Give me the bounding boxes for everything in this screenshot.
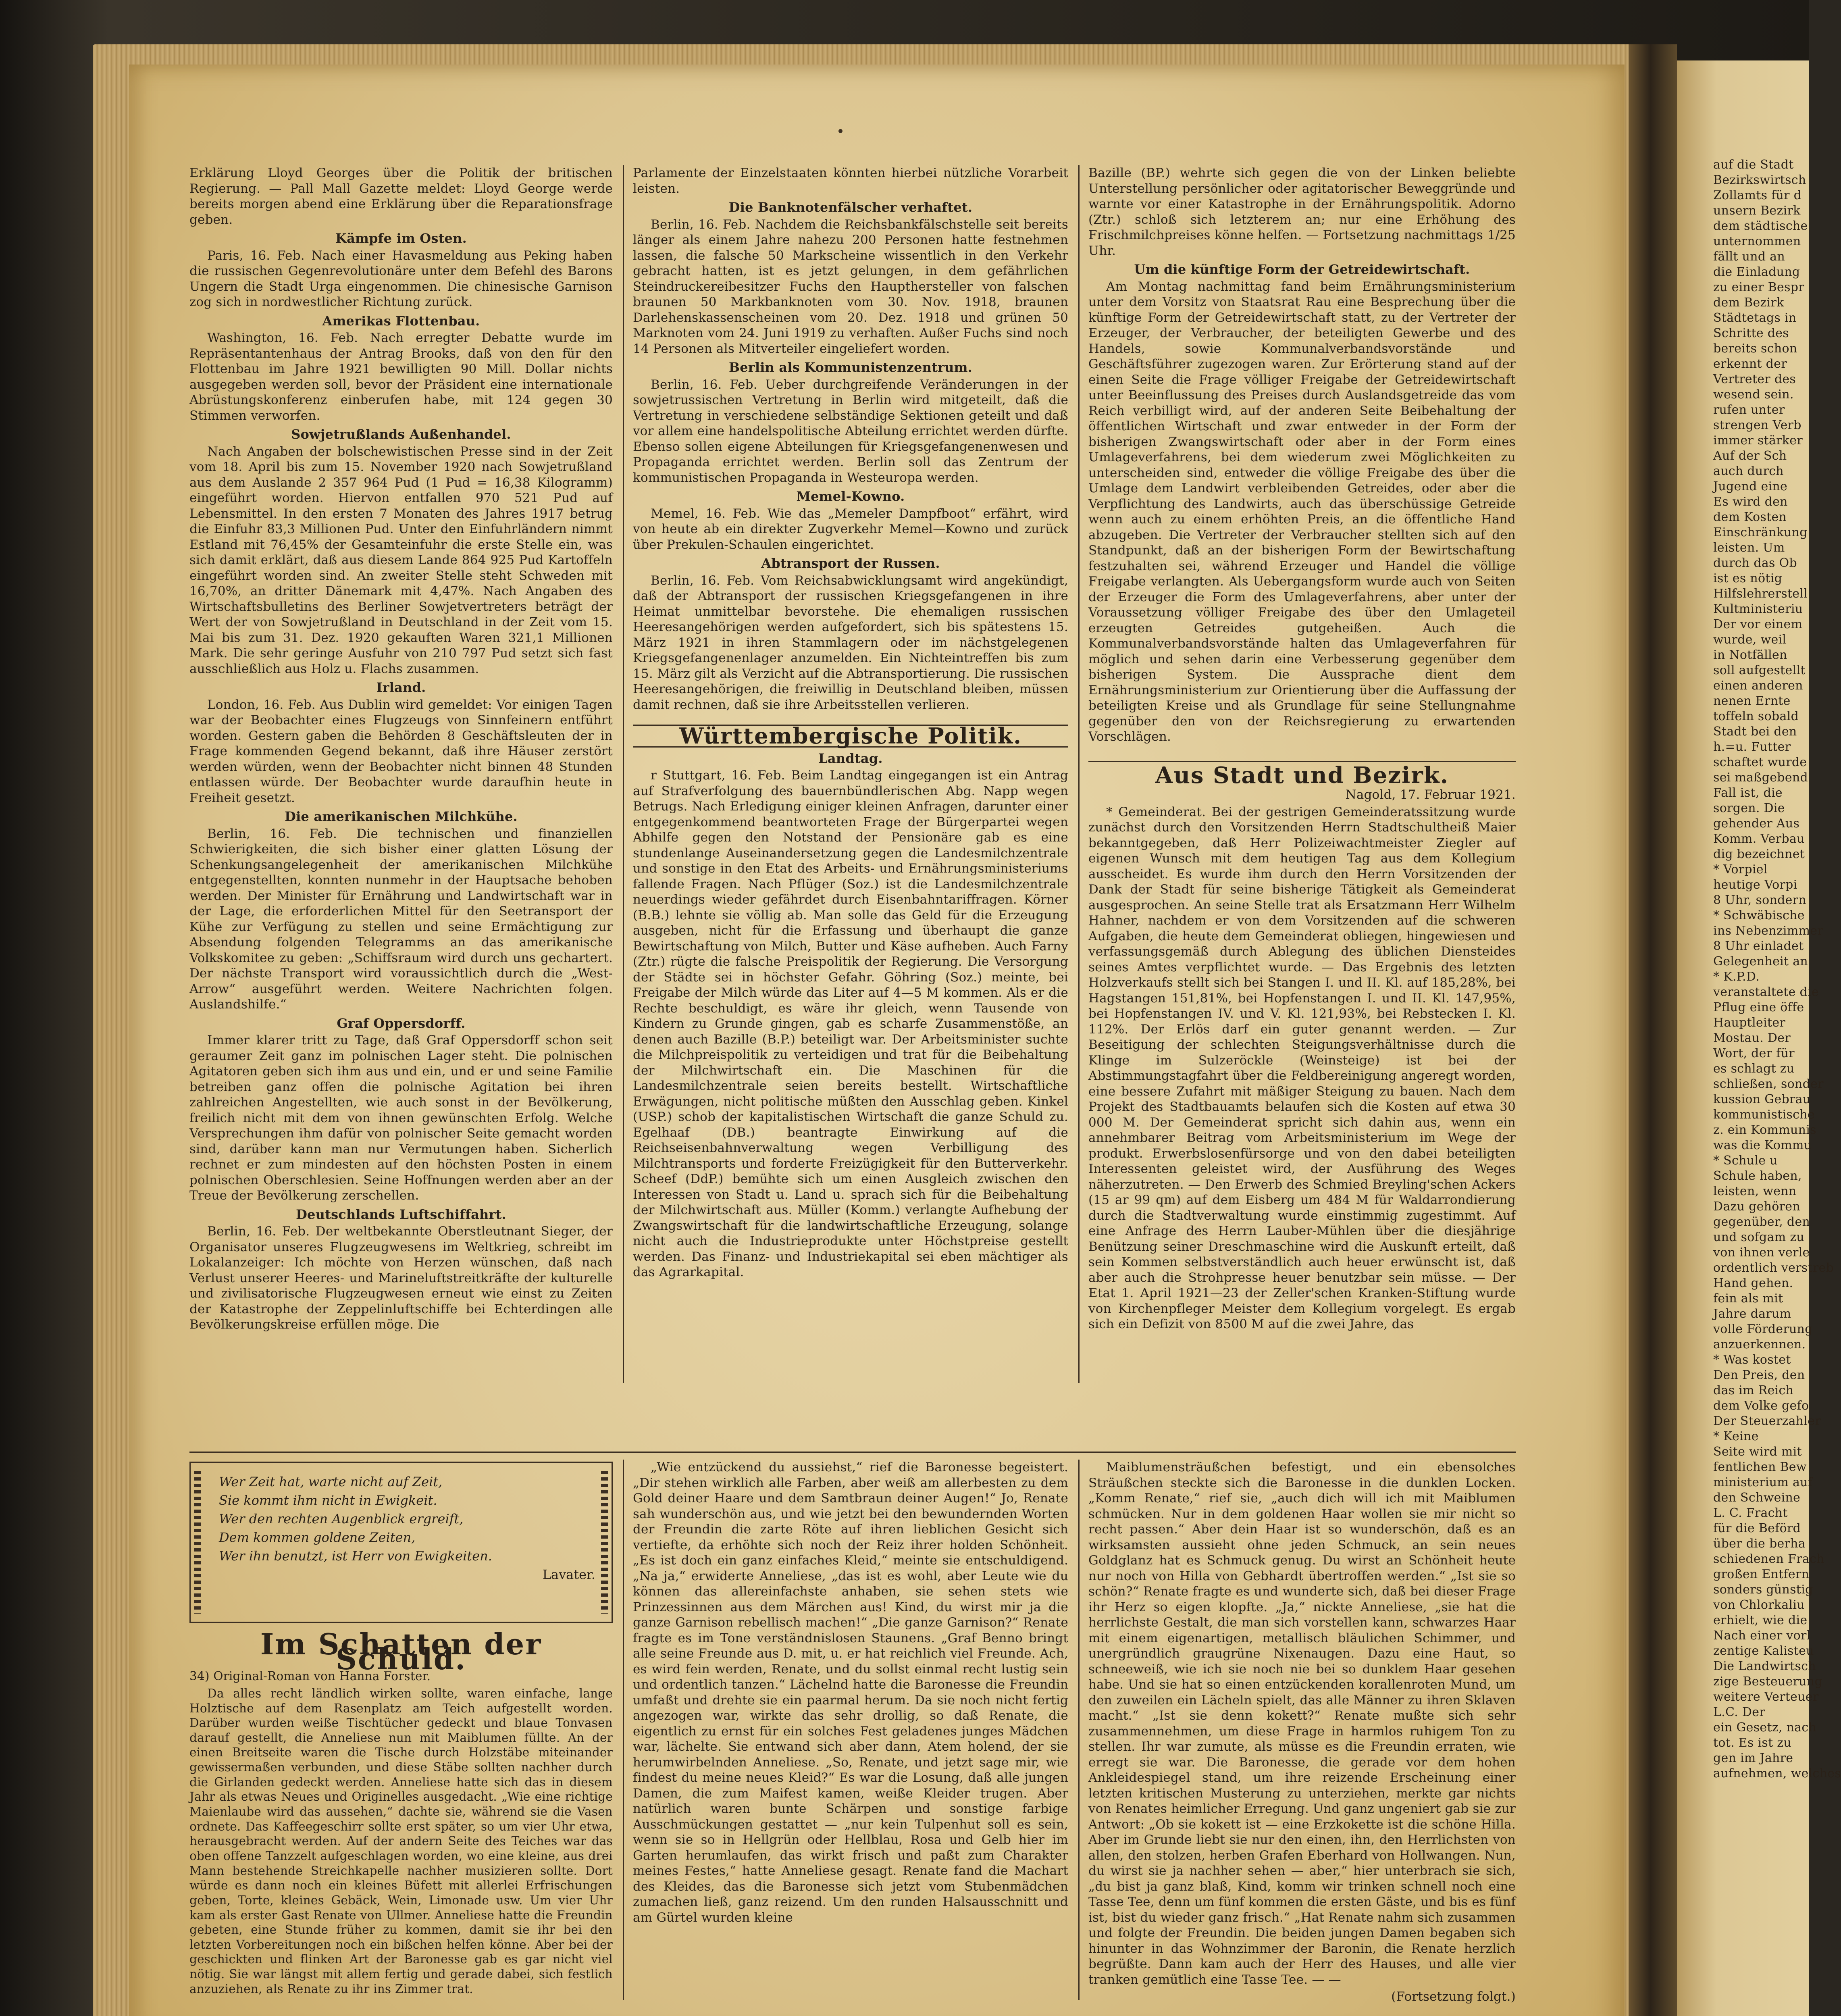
article-text: Berlin, 16. Feb. Vom Reichsabwicklungsamt wird angekündigt, daß der Abtransport der russischen Kriegsgefangenen in ihre Heimat unmittelbar bevorstehe. Die ehemaligen russischen Heeresangehörigen werden aufgefordert, sich bis spätestens 15. März 1921 in ihren Stammlagern oder im nächstgelegenen Kriegsgefangenenlager anzumelden. Ein Nichteintreffen bis zum 15. März gilt als Verzicht auf die Abtransportierung. Die russischen Heeresangehörigen, die freiwillig in Deutschland bleiben, müssen damit rechnen, daß sie ihre Arbeitsstellen verlieren. [633, 573, 1068, 712]
next-page-line: schiedenen Frach [1713, 1552, 1824, 1566]
next-page-line: Einschränkung [1713, 525, 1808, 539]
next-page-line: Es wird den [1713, 495, 1788, 509]
next-page-line: * Schule u [1713, 1154, 1778, 1168]
next-page-line: Bezirkswirtsch [1713, 173, 1806, 187]
next-page-line: 8 Uhr einladet [1713, 939, 1804, 953]
column-rule-1 [623, 165, 624, 1383]
next-page-line: kussion Gebrau [1713, 1092, 1811, 1106]
next-page-line: auch durch [1713, 464, 1784, 478]
col2-opening: Parlamente der Einzelstaaten könnten hierbei nützliche Vorarbeit leisten. [633, 166, 1068, 196]
landtag-text: r Stuttgart, 16. Feb. Beim Landtag eingegangen ist ein Antrag auf Strafverfolgung des bauernbündlerischen Abg. Napp wegen Betrugs. Nach Erledigung einiger kleinen Anfragen, darunter einer entgegenkommend beantworteten Frage der Bürgerpartei wegen Abhilfe gegen den Notstand der Pensionäre gab es eine stundenlange Auseinandersetzung gegen die Landesmilchzentrale und sonstige in den Etat des Arbeits- und Ernährungsministeriums fallende Fragen. Nach Pflüger (Soz.) ist die Landesmilchzentrale neuerdings wieder gefährdet durch Eisenbahntariffragen. Körner (B.B.) lehnte sie völlig ab. Man solle das Geld für die Erzeugung ausgeben, nicht für die Erfassung und überhaupt die ganze Bewirtschaftung von Milch, Butter und Käse aufheben. Auch Farny (Ztr.) rügte die falsche Preispolitik der Regierung. Die Versorgung der Städte sei in höchster Gefahr. Göhring (Soz.) meinte, bei Freigabe der Milch würde das Liter auf 4—5 M kommen. Als er die Rechte beschuldigt, es wäre ihr gleich, wenn Tausende von Kindern zu Grunde gingen, gab es scharfe Zusammenstöße, an denen auch Bazille (B.P.) beteiligt war. Der Arbeitsminister suchte die Milchpreispolitik zu verteidigen und trat für die Beibehaltung der Milchwirtschaft ein. Die Maschinen für die Landesmilchzentrale seien bereits bestellt. Wirtschaftliche Erwägungen, nicht politische müßten den Ausschlag geben. Kinkel (USP.) schob der kapitalistischen Wirtschaft die ganze Schuld zu. Egelhaaf (DB.) beantragte Einwirkung auf die Reichseisenbahnverwaltung wegen Verbilligung des Milchtransports und forderte Freizügigkeit für den Butterverkehr. Scheef (DdP.) bemühte sich um einen Ausgleich zwischen den Interessen von Stadt u. Land u. sprach sich für die Beibehaltung der Milchwirtschaft aus. Müller (Komm.) verlangte Aufhebung der Zwangswirtschaft für die landwirtschaftliche Erzeugung, solange nicht auch die Industrieprodukte unter Höchstpreise gestellt werden. Das Finanz- und Industriekapital sei eben mächtiger als das Agrarkapital. [633, 768, 1068, 1279]
next-page-line: zige Besteuerung [1713, 1674, 1822, 1689]
next-page-line: rufen unter [1713, 403, 1785, 417]
poem-line: Wer ihn benutzt, ist Herr von Ewigkeiten. [219, 1548, 492, 1564]
next-page-line: was die Kommu [1713, 1138, 1812, 1152]
article-text: London, 16. Feb. Aus Dublin wird gemeldet: Vor einigen Tagen war der Beobachter eines Flugzeugs von Sinnfeinern entführt worden. Gestern gaben die Behörden 8 Geschäftsleuten der in Frage kommenden Gegend bekannt, daß ihre Häuser zerstört werden würden, wenn der Beobachter nicht binnen 48 Stunden entlassen würde. Der Beobachter wurde daraufhin heute in Freiheit gesetzt. [189, 697, 613, 805]
next-page-line: gehender Aus [1713, 816, 1800, 831]
next-page-line: ist es nötig [1713, 571, 1783, 585]
next-page-line: leisten. Um [1713, 541, 1785, 555]
next-page-line: dem Bezirk [1713, 296, 1784, 310]
article-heading: Kämpfe im Osten. [335, 231, 467, 246]
article-heading: Sowjetrußlands Außenhandel. [291, 427, 511, 442]
serial-text-1: Da alles recht ländlich wirken sollte, waren einfache, lange Holztische auf dem Rasenplatz am Teich aufgestellt worden. Darüber wurden weiße Tischtücher gedeckt und blaue Tonvasen darauf gestellt, die Anneliese nun mit Maiblumen füllte. An der einen Breitseite waren die Tische durch Holzstäbe miteinander gewissermaßen verbunden, und diese Stäbe sollten nachher durch die Girlanden gedeckt werden. Anneliese hatte sich das in diesem Jahr als etwas Neues und Originelles ausgedacht. „Wie eine richtige Maienlaube wird das aussehen,“ dachte sie, während sie die Vasen ordnete. Das Kaffeegeschirr sollte erst später, so um vier Uhr etwa, herausgebracht werden. Auf der andern Seite des Teiches war das oben offene Tanzzelt aufgeschlagen worden, wo eine kleine, aus drei Mann bestehende Streichkapelle nachher musizieren sollte. Dort würde es dann noch ein kleines Büfett mit allerlei Erfrischungen geben, Torte, kleines Gebäck, Wein, Limonade usw. Um vier Uhr kam als erster Gast Renate von Ullmer. Anneliese hatte die Freundin gebeten, eine Stunde früher zu kommen, damit sie ihr bei den letzten Vorbereitungen noch ein bißchen helfen könne. Aber bei der geschickten und flinken Art der Baronesse gab es gar nicht viel nötig. Sie war längst mit allem fertig und gerade dabei, sich festlich anzuziehen, als Renate zu ihr ins Zimmer trat. [189, 1686, 613, 1996]
next-page-line: es schlagt zu [1713, 1062, 1795, 1076]
next-page-line: Seite wird mit [1713, 1445, 1802, 1459]
next-page-line: sonders günstig [1713, 1583, 1813, 1597]
serial-continued: (Fortsetzung folgt.) [1391, 1989, 1516, 2004]
next-page-line: einen anderen [1713, 679, 1803, 693]
next-page-line: fein als mit [1713, 1291, 1783, 1306]
next-page-line: kommunistische [1713, 1108, 1815, 1122]
next-page-line: weitere Verteuer [1713, 1690, 1819, 1704]
next-page-line: von ihnen verle [1713, 1245, 1810, 1260]
article-heading: Irland. [376, 680, 426, 695]
next-page-line: durch das Ob [1713, 556, 1797, 570]
column-3 [1088, 165, 1516, 1332]
next-page-line: sei maßgebend [1713, 771, 1808, 785]
local-dateline: Nagold, 17. Februar 1921. [1345, 787, 1516, 802]
next-page-line: toffeln sobald [1713, 709, 1799, 723]
next-page-line: in Notfällen [1713, 648, 1787, 662]
next-page-line: dem Volke gefo [1713, 1399, 1809, 1413]
next-page-line: den Schweine [1713, 1491, 1801, 1505]
col3-sections [1088, 262, 1516, 745]
article-text: Nach Angaben der bolschewistischen Presse sind in der Zeit vom 18. April bis zum 15. November 1920 nach Sowjetrußland aus dem Auslande 2 357 964 Pud (1 Pud = 16,38 Kilogramm) eingeführt worden. Hiervon entfallen 970 521 Pud auf Lebensmittel. In den ersten 7 Monaten des Jahres 1917 betrug die Einfuhr 83,3 Millionen Pud. Unter den Einfuhrländern nimmt Estland mit 76,45% der Gesamteinfuhr die erste Stelle ein, was sich damit erklärt, daß aus diesem Lande 864 925 Pud Kartoffeln eingeführt worden sind. An zweiter Stelle steht Schweden mit 16,70%, an dritter Dänemark mit 4,47%. Nach Angaben des Wirtschaftsbulletins des Berliner Sowjetvertreters beträgt der Wert der von Sowjetrußland in Deutschland in der Zeit vom 15. Mai bis zum 31. Dez. 1920 gekauften Waren 321,1 Millionen Mark. Die sehr geringe Ausfuhr von 210 797 Pud setzt sich fast ausschließlich aus Holz u. Flachs zusammen. [189, 444, 613, 676]
next-page-line: Komm. Verbau [1713, 832, 1805, 846]
next-page-line: unsern Bezirk [1713, 204, 1801, 218]
next-page-line: ins Nebenzimmer [1713, 924, 1824, 938]
next-page-line: * Schwäbische [1713, 908, 1805, 923]
next-page-line: Hilfslehrerstell [1713, 587, 1808, 601]
next-page-line: die Einladung [1713, 265, 1800, 279]
next-page-line: * Was kostet [1713, 1353, 1791, 1367]
column-rule-2 [1078, 165, 1080, 1383]
next-page-line: wurde, weil [1713, 633, 1787, 647]
next-page-line: ordentlich verstreb [1713, 1261, 1834, 1275]
serial-column-3 [1088, 1460, 1516, 2006]
col2-sections [633, 200, 1068, 712]
serial-text-2: „Wie entzückend du aussiehst,“ rief die Baronesse begeistert. „Dir stehen wirklich alle Farben, aber weiß am allerbesten zu dem Gold deiner Haare und dem Samtbraun deiner Augen!“ Jo, Renate sah wunderschön aus, und wie jetzt bei den bewundernden Worten der Freundin die zarte Röte auf ihren lieblichen Gesicht sich vertiefte, da erhöhte sich noch der Reiz ihrer holden Schönheit. „Es ist doch ein ganz einfaches Kleid,“ meinte sie entschuldigend. „Na ja,“ erwiderte Anneliese, „das ist es wohl, aber Leute wie du können das allereinfachste anhaben, sie sehen stets wie Prinzessinnen aus dem Märchen aus! Kind, du wirst mir ja die ganze Garnison rebellisch machen!“ „Die ganze Garnison?“ Renate fragte es im Tone verständnislosen Staunens. „Graf Benno bringt alle seine Freunde aus D. mit, u. er hat reichlich viel Freunde. Ach, es wird fein werden, Renate, und du sollst einmal recht lustig sein und ordentlich tanzen.“ Lächelnd hatte die Baronesse die Freundin umfaßt und drehte sie ein paarmal herum. Da sie noch nicht fertig angezogen war, wirkte das sehr drollig, so daß Renate, die eigentlich zu ernst für ein solches Fest geladenes junges Mädchen war, lächelte. Sie entwand sich aber dann, Atem holend, der sie herumwirbelnden Anneliese. „So, Renate, und jetzt sage mir, wie findest du meine neues Kleid?“ Es war die Losung, daß alle jungen Damen, die zum Maifest kamen, weiße Kleider trugen. Aber natürlich waren bunte Schärpen und sonstige farbige Ausschmückungen gestattet — „nur kein Tulpenhut soll es sein, wenn sie so in Hellgrün oder Hellblau, Rosa und Gelb hier im Garten herumlaufen, das wirkt frisch und paßt zum Charakter meines Festes,“ hatte Anneliese gesagt. Renate fand die Machart des Kleides, das die Baronesse sich jetzt vom Stubenmädchen zumachen ließ, ganz reizend. Um den runden Halsausschnitt und am Gürtel wurden kleine [633, 1460, 1068, 1925]
next-page-line: Den Preis, den [1713, 1368, 1805, 1382]
next-page-line: * Vorpiel [1713, 862, 1768, 877]
next-page-line: gen im Jahre [1713, 1751, 1793, 1765]
next-page-line: anzuerkennen. [1713, 1337, 1806, 1352]
article-text: Berlin, 16. Feb. Der weltbekannte Oberstleutnant Sieger, der Organisator unseres Flugzeugwesens im Weltkrieg, schreibt im Lokalanzeiger: Ich möchte von Herzen wünschen, daß nach Verlust unserer Heeres- und Marineluftstreitkräfte der kulturelle und zivilisatorische Flugzeugwesen erneut wie einst zu Zeiten der Katastrophe der Zeppelinluftschiffe bei Echterdingen alle Bevölkerungskreise erfüllen möge. Die [189, 1224, 613, 1332]
next-page-line: Hand gehen. [1713, 1276, 1793, 1290]
article-heading: Die amerikanischen Milchkühe. [285, 809, 518, 824]
next-page-edge [1677, 60, 1841, 2016]
col3-opening: Bazille (BP.) wehrte sich gegen die von der Linken beliebte Unterstellung persönlicher oder agitatorischer Beweggründe und warnte vor einer Katastrophe in der Ernährungspolitik. Adorno (Ztr.) schloß sich letzterem an; nur eine Erhöhung des Frischmilchpreises könne helfen. — Fortsetzung nachmittags 1/25 Uhr. [1088, 166, 1516, 258]
next-page-line: Gelegenheit an [1713, 954, 1808, 968]
poem-line: Sie kommt ihm nicht in Ewigkeit. [219, 1493, 437, 1508]
next-page-line: h.=u. Futter [1713, 740, 1791, 754]
next-page-line: über die berha [1713, 1537, 1806, 1551]
local-news-text: * Gemeinderat. Bei der gestrigen Gemeinderatssitzung wurde zunächst durch den Vorsitzenden Herrn Stadtschultheiß Maier bekanntgegeben, daß Herr Polizeiwachtmeister Ziegler auf eigenen Wunsch mit dem heutigen Tag aus dem Kollegium ausscheidet. Es wurde ihm durch den Herrn Vorsitzenden der Dank der Stadt für seine bisherige Tätigkeit als Gemeinderat ausgesprochen. An seine Stelle trat als Ersatzmann Herr Wilhelm Hahner, nachdem er von dem Vorsitzenden auf die schweren Aufgaben, die heute dem Gemeinderat obliegen, hingewiesen und verfassungsgemäß durch Ablegung des üblichen Diensteides seines Amtes verpflichtet wurde. — Das Ergebnis des letzten Holzverkaufs stellt sich bei Stangen I. und II. Kl. auf 185,28%, bei Hagstangen 151,81%, bei Hopfenstangen I. und II. Kl. 147,95%, bei Hopfenstangen IV. und V. Kl. 121,93%, bei Rebstecken I. Kl. 112%. Der Erlös darf ein guter genannt werden. — Zur Beseitigung der schlechten Steigungsverhältnisse durch die Klinge im Sulzeröckle (Weinsteige) ist bei der Abstimmungstagfahrt über die Feldbereinigung angeregt worden, eine bessere Zufahrt mit mäßiger Steigung zu bauen. Nach dem Projekt des Stadtbauamts belaufen sich die Kosten auf etwa 30 000 M. Der Gemeinderat spricht sich dahin aus, wenn ein annehmbarer Beitrag vom Arbeitsministerium im Wege der produkt. Erwerbslosenfürsorge und von den dabei beteiligten Interessenten geleistet wird, der Ausführung des Weges näherzutreten. — Den Erwerb des Schmied Breyling'schen Ackers (15 ar 99 qm) auf dem Eisberg um 484 M für Waldarrondierung durch die Stadtverwaltung wurde einstimmig zugestimmt. Auf eine Anfrage des Herrn Lauber-Mühlen über die diesjährige Benützung seiner Dreschmaschine wird die Auskunft erteilt, daß sein Kommen selbstverständlich auch heuer erwünscht ist, daß aber auch die Strohpresse heuer benutzbar sein müsse. — Der Etat 1. April 1921—23 der Zeller'schen Kranken-Stiftung wurde von Kirchenpfleger Meister dem Kollegium vorgelegt. Es ergab sich ein Defizit von 8500 M auf die zwei Jahre, das [1088, 804, 1516, 1331]
article-heading: Abtransport der Russen. [761, 556, 940, 571]
next-page-line: zentige Kalisteu [1713, 1644, 1814, 1658]
column-rule-3 [623, 1460, 624, 2000]
next-page-line: zu einer Bespr [1713, 280, 1804, 294]
poem-lines [207, 1472, 595, 1565]
poem-box [189, 1462, 613, 1623]
next-page-line: ein Gesetz, nach [1713, 1720, 1817, 1735]
next-page-line: L.C. Der [1713, 1705, 1765, 1719]
article-heading: Memel-Kowno. [796, 489, 905, 504]
book-gutter [1629, 44, 1677, 2016]
next-page-line: strengen Verb [1713, 418, 1801, 432]
next-page-line: Wort, der für [1713, 1046, 1795, 1060]
col1-sections [189, 231, 613, 1333]
next-page-line: dem städtische [1713, 219, 1808, 233]
column-2 [633, 165, 1068, 1280]
article-text: Berlin, 16. Feb. Ueber durchgreifende Veränderungen in der sowjetrussischen Vertretung in Berlin wird mitgeteilt, daß die Vertretung in verschiedene selbständige Sektionen geteilt und daß vor allem eine handelspolitische Abteilung errichtet werden dürfte. Ebenso sollen eigene Abteilungen für Kriegsgefangenenwesen und Propaganda errichtet werden. Berlin soll das Zentrum der kommunistischen Propaganda in Westeuropa werden. [633, 377, 1068, 485]
next-page-line: 8 Uhr, sondern [1713, 893, 1806, 907]
next-page-line: nenen Ernte [1713, 694, 1791, 708]
next-page-line: erhielt, wie die [1713, 1613, 1808, 1627]
next-page-line: Nach einer vorl [1713, 1629, 1811, 1643]
next-page-line: erkennt der [1713, 357, 1787, 371]
next-page-line: Schritte des [1713, 326, 1789, 340]
col1-opening: Erklärung Lloyd Georges über die Politik der britischen Regierung. — Pall Mall Gazette meldet: Lloyd George werde bereits morgen abend eine Erklärung über die Reparationsfrage geben. [189, 166, 613, 227]
next-page-line: dem Kosten [1713, 510, 1787, 524]
next-page-line: soll aufgestellt [1713, 663, 1806, 677]
serial-column-1 [189, 1627, 613, 1996]
serial-column-2 [633, 1460, 1068, 1925]
next-page-line: Jahre darum [1713, 1307, 1791, 1321]
top-dot [838, 129, 842, 133]
next-page-line: heutige Vorpi [1713, 878, 1797, 892]
next-page-line: Vertreter des [1713, 372, 1796, 386]
next-page-line: Pflug eine öffe [1713, 1000, 1804, 1014]
next-page-line: für die Beförd [1713, 1521, 1801, 1535]
next-page-line: Dazu gehören [1713, 1200, 1800, 1214]
next-page-line: Fall ist, die [1713, 786, 1783, 800]
local-section-title: Aus Stadt und Bezirk. [1088, 761, 1516, 783]
poem-author: Lavater. [542, 1567, 595, 1582]
poem-border-ornament-left [194, 1471, 201, 1614]
next-page-line: dig bezeichnet [1713, 847, 1805, 861]
article-heading: Graf Oppersdorff. [337, 1015, 466, 1031]
newspaper-page [129, 65, 1625, 2016]
next-page-line: Der Steuerzahler [1713, 1414, 1821, 1428]
next-page-line: Jugend eine [1713, 479, 1788, 494]
wuerttemberg-section-title: Württembergische Politik. [633, 725, 1068, 748]
next-page-line: gegenüber, den [1713, 1215, 1810, 1229]
next-page-line: schließen, sonder [1713, 1077, 1824, 1091]
article-text: Memel, 16. Feb. Wie das „Memeler Dampfboot“ erfährt, wird von heute ab ein direkter Zugverkehr Memel—Kowno und zurück über Prekulen-Schaulen eingerichtet. [633, 506, 1068, 552]
next-page-line: ministerium auf [1713, 1475, 1813, 1489]
serial-text-3: Maiblumensträußchen befestigt, und ein ebensolches Sträußchen steckte sich die Baronesse in die dunklen Locken. „Komm Renate,“ rief sie, „auch dich will ich mit Maiblumen schmücken. Nur in dem goldenen Haar wollen sie mir nicht so recht passen.“ Aber dein Haar ist so wunderschön, daß es an wirksamsten aussieht ohne jeden Schmuck, an sein neues Goldglanz hat es Schmuck genug. Du wirst an Schönheit heute nur noch von Hilla von Gebhardt übertroffen werden.“ „Ist sie so schön?“ Renate fragte es und wunderte sich, daß bei dieser Frage ihr Herz so eigen klopfte. „Ja,“ nickte Anneliese, „sie hat die herrlichste Gestalt, die man sich vorstellen kann, schwarzes Haar mit einem eigenartigen, metallisch bläulichen Schimmer, und unergründlich graugrüne Nixenaugen. Dazu eine Haut, so schneeweiß, wie ich sie noch nie bei so dunklem Haar gesehen habe. Und sie hat so einen entzückenden korallenroten Mund, um den zuweilen ein Lächeln spielt, das alle Männer zu ihren Sklaven macht.“ „Ist sie denn kokett?“ Renate mußte sich sehr zusammennehmen, um diese Frage in harmlos ruhigem Ton zu stellen. Ihr war zumute, als müsse es die Freundin erraten, wie erregt sie war. Die Baronesse, die gerade vor dem hohen Ankleidespiegel stand, um ihre reizende Erscheinung einer letzten kritischen Musterung zu unterziehen, merkte gar nichts von Renates heimlicher Erregung. Und ganz ungeniert gab sie zur Antwort: „Ob sie kokett ist — eine Erzkokette ist die schöne Hilla. Aber im Grunde liebt sie nur den einen, ihn, den Herrlichsten von allen, den stolzen, herben Grafen Eberhard von Hollwangen. Nun, du wirst sie ja nachher sehen — aber,“ hier unterbrach sie sich, „du bist ja ganz blaß, Kind, komm wir trinken schnell noch eine Tasse Tee, denn um fünf kommen die ersten Gäste, und bis es fünf ist, bist du wieder ganz frisch.“ „Hat Renate nahm sich zusammen und folgte der Freundin. Die beiden jungen Damen begaben sich hinunter in das Wohnzimmer der Baronin, die Renate herzlich begrüßte. Dann kam auch der Herr des Hauses, und alle vier tranken gemütlich eine Tasse Tee. — — [1088, 1460, 1516, 1987]
next-page-line: fällt und an [1713, 250, 1785, 264]
article-text: Immer klarer tritt zu Tage, daß Graf Oppersdorff schon seit geraumer Zeit ganz im polnischen Lager steht. Die polnischen Agitatoren geben sich ihm aus und ein, und er und seine Familie betreiben ganz offen die polnische Agitation bei ihren zahlreichen Angestellten, wie auch sonst in der Bevölkerung, freilich nicht mit dem von ihnen gewünschten Erfolg. Welche Versprechungen ihm dafür von polnischer Seite gemacht worden sind, darüber kann man nur Vermutungen haben. Sicherlich rechnet er zum mindesten auf den höchsten Posten in einem polnischen Oberschlesien. Seine Hoffnungen werden aber an der Treue der Bevölkerung zerschellen. [189, 1033, 613, 1203]
article-text: Paris, 16. Feb. Nach einer Havasmeldung aus Peking haben die russischen Gegenrevolutionäre unter dem Befehl des Barons Ungern die Stadt Urga eingenommen. Die chinesische Garnison zog sich in nordwestlicher Richtung zurück. [189, 248, 613, 309]
next-page-line: Städtetags in [1713, 311, 1797, 325]
next-page-line: Der vor einem [1713, 617, 1803, 631]
next-page-line: immer stärker [1713, 433, 1803, 448]
next-page-line: und sofgam zu [1713, 1230, 1805, 1244]
next-page-lines [1677, 60, 1841, 1781]
serial-subtitle: 34) Original-Roman von Hanna Forster. [189, 1669, 431, 1683]
article-heading: Berlin als Kommunistenzentrum. [728, 360, 972, 375]
next-page-line: tot. Es ist zu [1713, 1736, 1791, 1750]
next-page-line: Schule haben, [1713, 1169, 1802, 1183]
next-page-line: unternommen [1713, 234, 1801, 248]
article-heading: Die Banknotenfälscher verhaftet. [728, 200, 973, 215]
next-page-line: sorgen. Die [1713, 801, 1785, 815]
next-page-line: * Keine [1713, 1429, 1759, 1443]
next-page-line: schaftet wurde [1713, 755, 1807, 769]
article-text: Berlin, 16. Feb. Nachdem die Reichsbankfälschstelle seit bereits länger als einem Jahre nahezu 200 Personen hatte festnehmen lassen, die falsche 50 Markscheine wissentlich in den Verkehr gebracht hatten, ist es jetzt gelungen, in dem gefährlichen Steindruckereibesitzer Fuchs den Haupthersteller von falschen braunen 50 Markbanknoten vom 30. Nov. 1918, braunen Darlehenskassenscheinen vom 20. Dez. 1918 und grünen 50 Marknoten vom 24. Juni 1919 zu verhaften. Außer Fuchs sind noch 14 Personen als Mitverteiler eingeliefert worden. [633, 217, 1068, 356]
next-page-line: z. ein Kommunis [1713, 1123, 1816, 1137]
next-page-line: bereits schon [1713, 342, 1797, 356]
next-page-line: von Chlorkaliu [1713, 1598, 1805, 1612]
next-page-line: Auf der Sch [1713, 449, 1787, 463]
serial-title: Im Schatten der Schuld. [260, 1627, 542, 1676]
column-1 [189, 165, 613, 1333]
poem-line: Wer Zeit hat, warte nicht auf Zeit, [219, 1474, 443, 1489]
next-page-line: fentlichen Bew [1713, 1460, 1807, 1474]
next-page-line: aufnehmen, welches [1713, 1766, 1841, 1781]
next-page-line: * K.P.D. [1713, 970, 1760, 984]
next-page-line: L. C. Fracht [1713, 1506, 1788, 1520]
article-text: Washington, 16. Feb. Nach erregter Debatte wurde im Repräsentantenhaus der Antrag Brooks, daß von den für den Flottenbau im Jahre 1921 bewilligten 90 Mill. Dollar nichts ausgegeben werden soll, bevor der Präsident eine internationale Abrüstungskonferenz einberufen habe, mit 124 gegen 30 Stimmen verworfen. [189, 331, 613, 423]
next-page-line: leisten, wenn [1713, 1184, 1797, 1198]
next-page-line: Stadt bei den [1713, 725, 1797, 739]
landtag-heading: Landtag. [818, 750, 883, 766]
next-page-line: auf die Stadt [1713, 158, 1794, 172]
serial-divider [189, 1452, 1516, 1453]
column-rule-4 [1078, 1460, 1080, 2000]
article-heading: Deutschlands Luftschiffahrt. [296, 1206, 506, 1222]
article-heading: Um die künftige Form der Getreidewirtschaft. [1134, 262, 1470, 277]
next-page-line: volle Förderung [1713, 1322, 1813, 1336]
article-text: Am Montag nachmittag fand beim Ernährungsministerium unter dem Vorsitz von Staatsrat Rau eine Besprechung über die künftige Form der Getreidewirtschaft statt, zu der Vertreter der Erzeuger, der Verbraucher, der beteiligten Gewerbe und des Handels, sowie Kommunalverbandsvorstände und Geschäftsführer zugezogen waren. Zur Erörterung stand auf der einen Seite die Frage völliger Freigabe der Getreidewirtschaft unter Beeinflussung des Preises durch Auslandsgetreide das vom Reich verbilligt wird, auf der anderen Seite Beibehaltung der öffentlichen Wirtschaft und zwar entweder in der Form der bisherigen Zwangswirtschaft oder aber in der Form eines Umlageverfahrens, bei dem wiederum zwei Möglichkeiten zu unterscheiden sind, entweder die völlige Freigabe des über die Umlage dem Landwirt verbleibenden Getreides, oder aber die Verpflichtung des Landwirts, auch das überschüssige Getreide wenn auch zu einem erhöhten Preis, an die öffentliche Hand abzugeben. Die Vertreter der Verbraucher stellten sich auf den Standpunkt, daß an der bisherigen Form der Bewirtschaftung festzuhalten sei, während Erzeuger und Handel die völlige Freigabe verlangten. Als Uebergangsform wurde auch von Seiten der Erzeuger die Form des Umlageverfahrens, aber unter der Voraussetzung völliger Freigabe des über den Umlageteil erzeugten Getreides gutgeheißen. Auch die Kommunalverbandsvorstände halten das Umlageverfahren für möglich und sehen darin eine Verbesserung gegenüber dem bisherigen System. Die Aussprache dient dem Ernährungsministerium zur Orientierung über die Auffassung der beteiligten Kreise und als Grundlage für seine Stellungnahme gegenüber den von der Reichsregierung zu erwartenden Vorschlägen. [1088, 279, 1516, 744]
article-text: Berlin, 16. Feb. Die technischen und finanziellen Schwierigkeiten, die sich bisher einer glatten Lösung der Schenkungsangelegenheit der amerikanischen Milchkühe entgegenstellten, konnten nunmehr in der Hauptsache behoben werden. Der Minister für Ernährung und Landwirtschaft war in der Lage, die erforderlichen Mittel für den Seetransport der Kühe zur Verfügung zu stellen und seine Ermächtigung zur Absendung folgenden Telegramms an das amerikanische Volkskomitee zu geben: „Schiffsraum wird durch uns gechartert. Der nächste Transport wird voraussichtlich durch die „West-Arrow“ ausgeführt werden. Weitere Nachrichten folgen. Auslandshilfe.“ [189, 826, 613, 1012]
next-page-line: Die Landwirtsch [1713, 1659, 1816, 1673]
next-page-line: großen Entfern [1713, 1567, 1810, 1581]
next-page-line: Zollamts für d [1713, 188, 1802, 202]
poem-line: Wer den rechten Augenblick ergreift, [219, 1511, 464, 1527]
next-page-line: Hauptleiter [1713, 1016, 1786, 1030]
poem-border-ornament-right [601, 1471, 608, 1614]
next-page-line: das im Reich [1713, 1383, 1794, 1397]
next-page-line: Kultministeriu [1713, 602, 1803, 616]
next-page-line: Mostau. Der [1713, 1031, 1791, 1045]
next-page-line: wesend sein. [1713, 387, 1794, 402]
article-heading: Amerikas Flottenbau. [322, 313, 480, 329]
next-page-line: veranstaltete die [1713, 985, 1819, 999]
poem-line: Dem kommen goldene Zeiten, [219, 1530, 416, 1545]
